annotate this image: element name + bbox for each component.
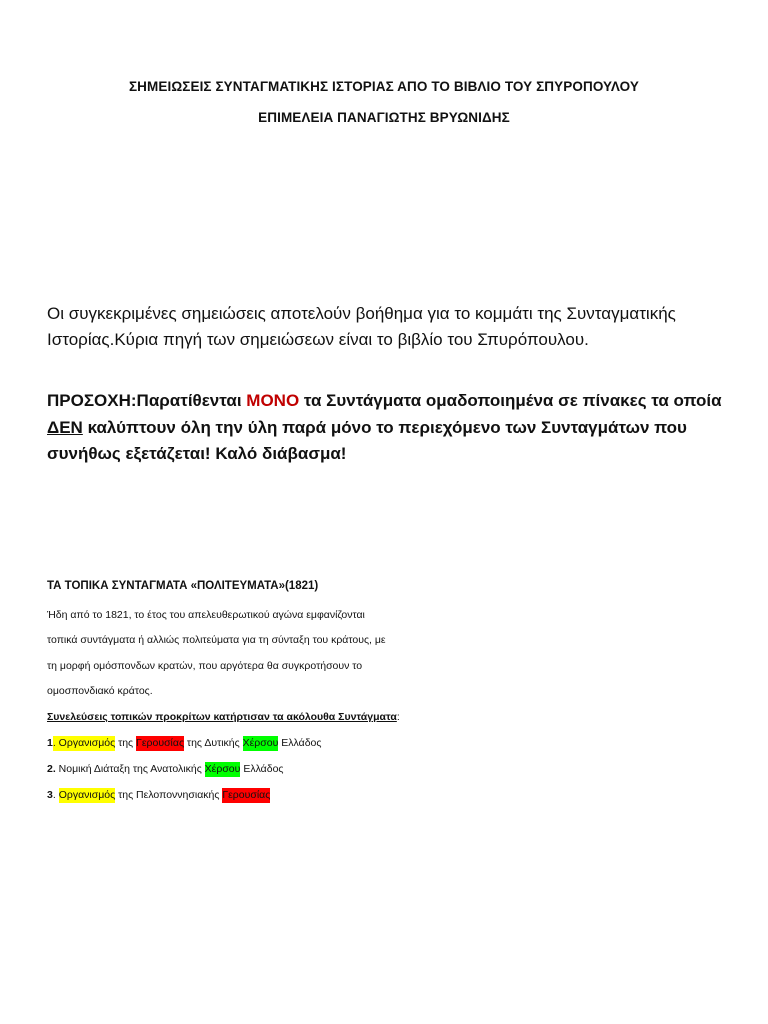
intro-paragraph: Οι συγκεκριμένες σημειώσεις αποτελούν βοήθημα για το κομμάτι της Συνταγματικής Ιστορίας.Κύρια πηγή των σημειώσεων είναι το βιβλίο του Σπυρόπουλου. [47,304,676,349]
highlight-green: Χέρσου [242,737,279,749]
item-number: 2. [47,763,56,775]
assemblies-heading [47,711,400,723]
item-number: 3 [47,789,53,801]
attention-suffix: καλύπτουν όλη την ύλη παρά μόνο το περιεχόμενο των Συνταγμάτων που συνήθως εξετάζεται! Καλό διάβασμα! [47,417,687,463]
section-line-2: τοπικά συντάγματα ή αλλιώς πολιτεύματα για τη σύνταξη του κράτους, με [47,634,386,646]
attention-paragraph [47,388,737,468]
section-title: ΤΑ ΤΟΠΙΚΑ ΣΥΝΤΑΓΜΑΤΑ «ΠΟΛΙΤΕΥΜΑΤΑ»(1821) [47,580,319,592]
section-line-3: τη μορφή ομόσπονδων κρατών, που αργότερα θα συγκροτήσουν το [47,660,363,672]
item-dot: . [52,789,59,801]
section-line-1: Ήδη από το 1821, το έτος του απελευθερωτικού αγώνα εμφανίζονται [47,609,365,621]
highlight-yellow: Οργανισμός [58,789,116,801]
section-line-4: ομοσπονδιακό κράτος. [47,685,153,697]
item-text: της [115,737,137,749]
list-item [47,763,283,775]
item-text: Νομική Διάταξη της Ανατολικής [55,763,205,775]
list-item [47,737,321,749]
attention-prefix: ΠΡΟΣΟΧΗ:Παρατίθενται [47,391,247,410]
document-title: ΣΗΜΕΙΩΣΕΙΣ ΣΥΝΤΑΓΜΑΤΙΚΗΣ ΙΣΤΟΡΙΑΣ ΑΠΟ ΤΟ ΒΙΒΛΙΟ ΤΟΥ ΣΠΥΡΟΠΟΥΛΟΥ [128,79,639,94]
highlight-red: Γερουσίας [136,737,185,749]
highlight-yellow: Οργανισμός [55,737,116,749]
list-item [47,789,270,801]
attention-mono: ΜΟΝΟ [246,391,300,410]
highlight-red: Γερουσίας [222,789,271,801]
attention-den: ΔΕΝ [47,417,83,437]
item-text: Ελλάδος [240,763,284,775]
document-author: ΕΠΙΜΕΛΕΙΑ ΠΑΝΑΓΙΩΤΗΣ ΒΡΥΩΝΙΔΗΣ [258,110,510,125]
item-text: της Πελοποννησιακής [115,789,223,801]
highlight-green: Χέρσου [204,763,241,775]
item-text: της Δυτικής [184,737,243,749]
assemblies-heading-colon: : [396,711,400,723]
assemblies-heading-text: Συνελεύσεις τοπικών προκρίτων κατήρτισαν τα ακόλουθα Συντάγματα [47,711,397,723]
item-dot: . [52,737,56,749]
item-number: 1 [47,737,53,749]
item-text: Ελλάδος [278,737,322,749]
attention-mid: τα Συντάγματα ομαδοποιημένα σε πίνακες τα οποία [299,391,722,410]
